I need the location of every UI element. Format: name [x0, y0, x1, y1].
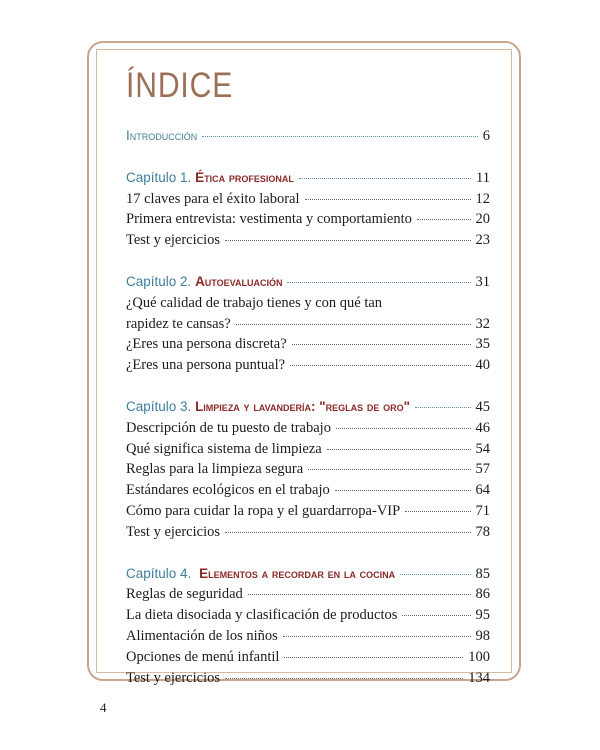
toc-entry[interactable]: Test y ejercicios 78	[126, 523, 490, 540]
dot-leader	[417, 219, 471, 220]
toc-entry[interactable]: Reglas para la limpieza segura 57	[126, 461, 490, 478]
toc-entry[interactable]: ¿Eres una persona puntual? 40	[126, 357, 490, 374]
dot-leader	[335, 490, 471, 491]
toc-chapter-3	[126, 397, 490, 543]
toc-entry[interactable]: Opciones de menú infantil 100	[126, 648, 490, 665]
toc-chapter-3-heading[interactable]	[126, 397, 490, 418]
toc-entry[interactable]: ¿Eres una persona discreta? 35	[126, 336, 490, 353]
dot-leader	[305, 199, 471, 200]
dot-leader	[290, 365, 470, 366]
dot-leader	[402, 615, 470, 616]
dot-leader	[336, 428, 471, 429]
chapter-2-title: Autoevaluación	[195, 273, 283, 289]
toc-chapter-4	[126, 564, 490, 689]
dot-leader	[415, 407, 470, 408]
chapter-4-prefix: Capítulo 4.	[126, 565, 192, 581]
toc-entry-continuation[interactable]: rapidez te cansas? 32	[126, 315, 490, 332]
dot-leader	[287, 282, 470, 283]
chapter-3-page: 45	[475, 398, 490, 415]
chapter-4-title: Elementos a recordar en la cocina	[199, 565, 396, 581]
dot-leader	[202, 136, 478, 137]
toc-intro-page: 6	[482, 128, 490, 144]
toc-intro-section	[126, 126, 490, 147]
toc-intro-label: Introducción	[126, 128, 198, 143]
toc-chapter-1-heading[interactable]	[126, 168, 490, 189]
chapter-4-page: 85	[475, 565, 490, 582]
toc-entry[interactable]: Descripción de tu puesto de trabajo 46	[126, 419, 490, 436]
dot-leader	[248, 594, 471, 595]
chapter-1-prefix: Capítulo 1.	[126, 169, 192, 185]
toc-entry[interactable]: ¿Qué calidad de trabajo tienes y con qué tan	[126, 294, 383, 311]
toc-chapter-2	[126, 272, 490, 376]
dot-leader	[225, 532, 470, 533]
toc-entry[interactable]: Estándares ecológicos en el trabajo 64	[126, 482, 490, 499]
toc-entry[interactable]: Test y ejercicios 23	[126, 232, 490, 249]
dot-leader	[327, 449, 471, 450]
toc-entry[interactable]: Cómo para cuidar la ropa y el guardarropa-VIP 71	[126, 502, 490, 519]
toc-entry[interactable]: Alimentación de los niños 98	[126, 627, 490, 644]
dot-leader	[299, 178, 471, 179]
dot-leader	[405, 511, 470, 512]
page-number: 4	[100, 700, 107, 715]
toc-entry[interactable]: La dieta disociada y clasificación de productos 95	[126, 607, 490, 624]
toc-entry[interactable]: Reglas de seguridad 86	[126, 586, 490, 603]
dot-leader	[308, 469, 470, 470]
chapter-2-page: 31	[475, 273, 490, 290]
page-title: ÍNDICE	[126, 66, 234, 105]
table-of-contents	[126, 126, 490, 709]
chapter-3-prefix: Capítulo 3.	[126, 398, 192, 414]
toc-intro-entry[interactable]	[126, 126, 490, 147]
chapter-3-title: Limpieza y lavandería: "reglas de oro"	[195, 398, 411, 414]
toc-chapter-1	[126, 168, 490, 251]
toc-chapter-2-heading[interactable]	[126, 272, 490, 293]
toc-entry[interactable]: Primera entrevista: vestimenta y comportamiento 20	[126, 211, 490, 228]
dot-leader	[284, 657, 463, 658]
toc-entry[interactable]: 17 claves para el éxito laboral 12	[126, 190, 490, 207]
dot-leader	[225, 678, 463, 679]
dot-leader	[225, 240, 470, 241]
dot-leader	[283, 636, 471, 637]
chapter-2-prefix: Capítulo 2.	[126, 273, 192, 289]
dot-leader	[400, 574, 470, 575]
chapter-1-title: Ética profesional	[195, 169, 294, 185]
toc-chapter-4-heading[interactable]	[126, 564, 490, 585]
toc-entry[interactable]: Test y ejercicios 134	[126, 669, 490, 686]
toc-entry[interactable]: Qué significa sistema de limpieza 54	[126, 440, 490, 457]
chapter-1-page: 11	[476, 169, 490, 186]
dot-leader	[236, 324, 471, 325]
dot-leader	[292, 344, 471, 345]
